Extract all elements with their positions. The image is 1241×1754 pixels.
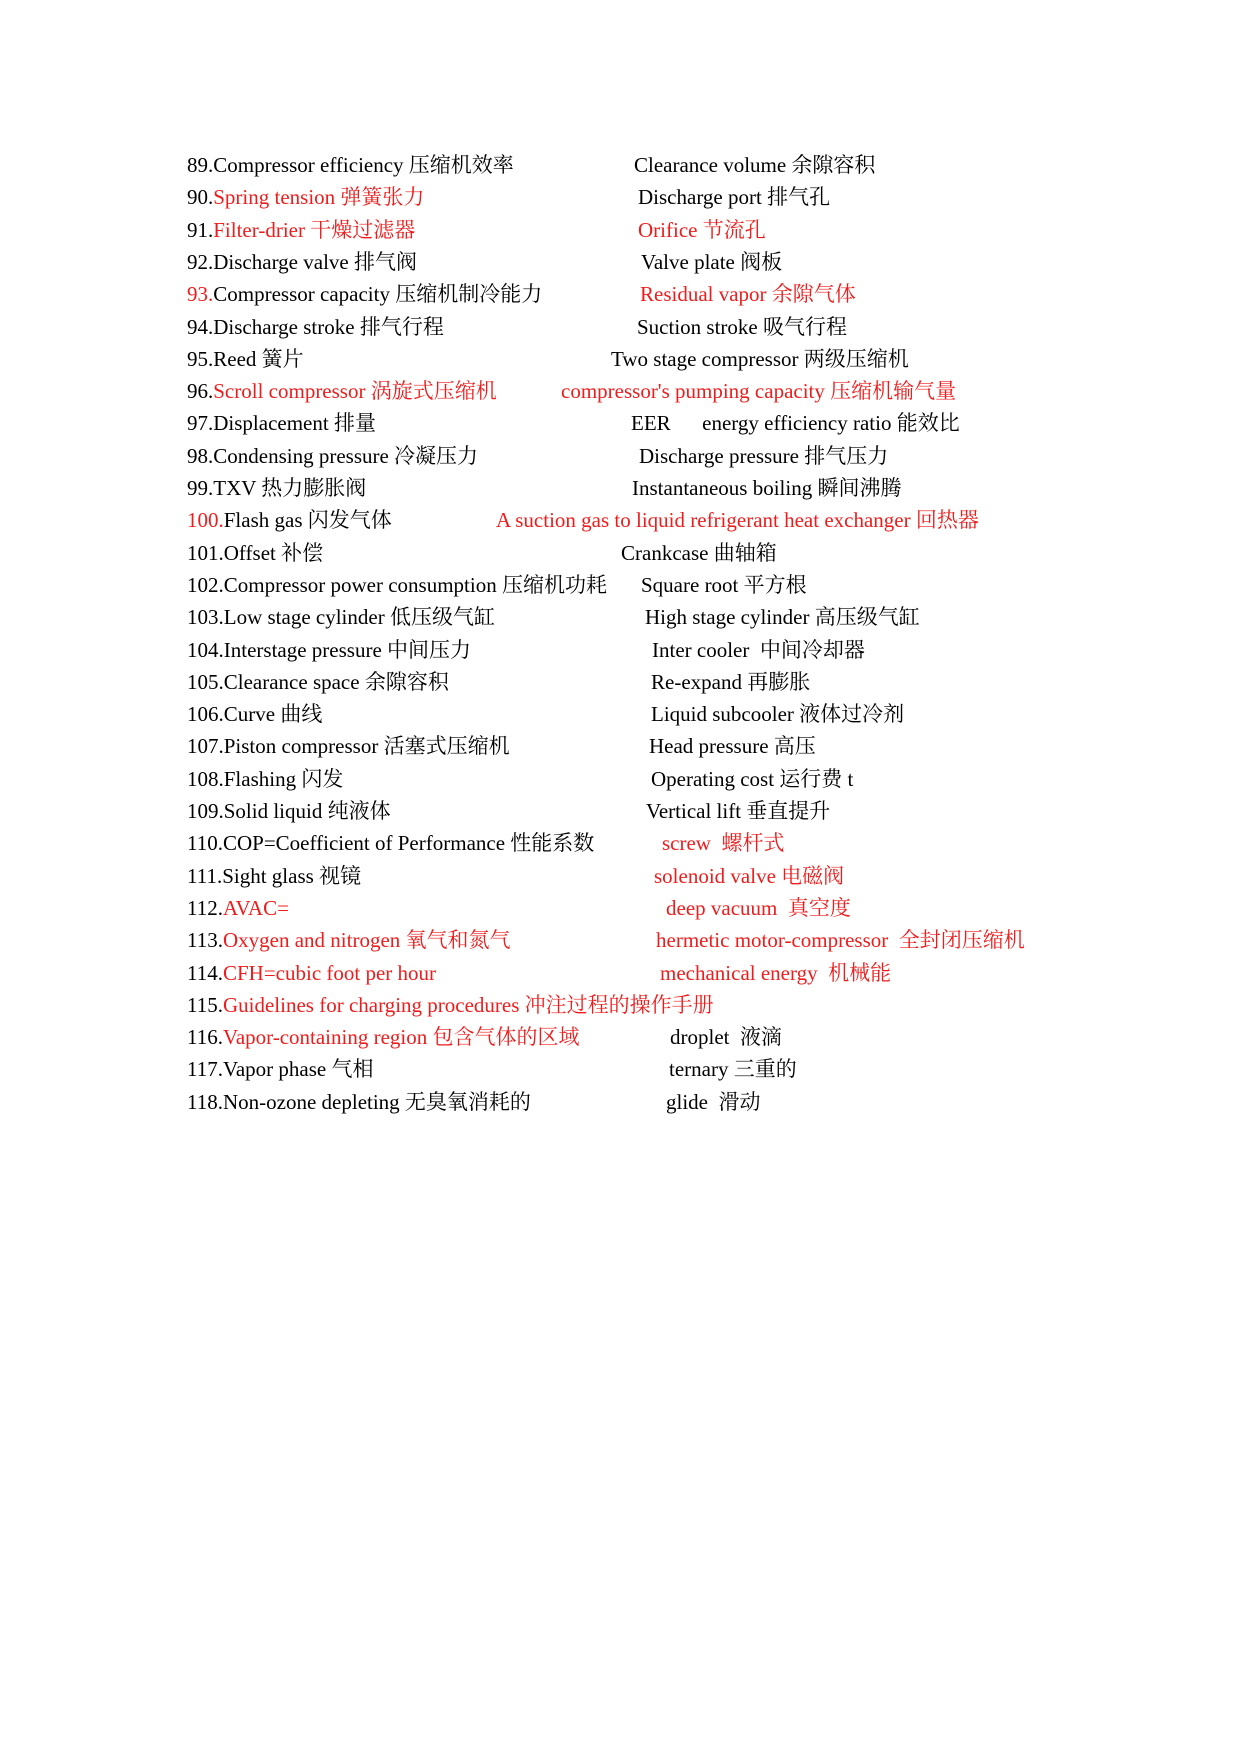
entry-number: 91.: [187, 217, 214, 242]
term-left-text: Compressor efficiency 压缩机效率: [213, 153, 514, 177]
term-left: [187, 569, 607, 602]
glossary-line: [0, 1053, 1241, 1086]
term-right: Liquid subcooler 液体过冷剂: [651, 702, 905, 727]
term-left: [187, 860, 361, 893]
term-left-text: CFH=cubic foot per hour: [222, 960, 437, 985]
glossary-line: [0, 472, 1241, 505]
term-left: [187, 214, 415, 247]
entry-number: 89.: [187, 153, 214, 177]
term-left: [187, 827, 594, 860]
term-left-text: Compressor power consumption 压缩机功耗: [223, 572, 607, 597]
term-left-text: Non-ozone depleting 无臭氧消耗的: [222, 1089, 531, 1114]
glossary-line: [0, 375, 1241, 408]
entry-number: 100.: [187, 508, 224, 533]
term-left: [187, 763, 343, 796]
term-left-text: TXV 热力膨胀阀: [213, 476, 367, 500]
term-left-text: Solid liquid 纯液体: [223, 799, 391, 823]
term-right: droplet 液滴: [670, 1025, 782, 1050]
entry-number: 107.: [187, 734, 224, 759]
term-right: Square root 平方根: [641, 572, 807, 597]
entry-number: 99.: [187, 476, 214, 500]
entry-number: 96.: [187, 379, 214, 404]
entry-number: 112.: [187, 895, 223, 920]
glossary-line: [0, 181, 1241, 214]
term-right: Clearance volume 余隙容积: [634, 153, 876, 177]
entry-number: 90.: [187, 185, 214, 210]
term-left-text: Discharge stroke 排气行程: [213, 314, 444, 339]
entry-number: 108.: [187, 766, 224, 791]
glossary-line: [0, 440, 1241, 473]
term-left: [187, 407, 376, 440]
term-right: Operating cost 运行费 t: [651, 766, 854, 791]
term-right: Discharge pressure 排气压力: [639, 443, 889, 468]
term-left-text: Vapor-containing region 包含气体的区域: [222, 1025, 580, 1050]
glossary-line: [0, 1021, 1241, 1054]
term-left-text: Flash gas 闪发气体: [223, 508, 392, 533]
entry-number: 93.: [187, 282, 214, 307]
glossary-line: [0, 666, 1241, 699]
term-left-text: Condensing pressure 冷凝压力: [213, 443, 479, 468]
term-left: [187, 730, 510, 763]
entry-number: 103.: [187, 605, 224, 630]
term-left-text: Low stage cylinder 低压级气缸: [223, 605, 495, 630]
entry-number: 92.: [187, 249, 214, 274]
term-left-text: Flashing 闪发: [223, 766, 344, 791]
term-right: glide 滑动: [666, 1089, 761, 1114]
term-left-text: COP=Coefficient of Performance 性能系数: [222, 831, 595, 856]
glossary-line: [0, 860, 1241, 893]
term-right: Inter cooler 中间冷却器: [652, 637, 865, 662]
term-left-text: Clearance space 余隙容积: [223, 669, 449, 694]
glossary-line: [0, 343, 1241, 376]
term-left: [187, 149, 514, 182]
entry-number: 98.: [187, 443, 214, 468]
term-left: [187, 278, 542, 311]
entry-number: 111.: [187, 863, 223, 888]
term-right: ternary 三重的: [669, 1057, 797, 1082]
glossary-line: [0, 407, 1241, 440]
term-right: Two stage compressor 两级压缩机: [611, 346, 909, 371]
term-right: High stage cylinder 高压级气缸: [645, 605, 920, 630]
entry-number: 116.: [187, 1025, 223, 1050]
term-left: [187, 795, 391, 828]
term-left: [187, 892, 289, 925]
term-left: [187, 957, 436, 990]
term-left: [187, 246, 417, 279]
entry-number: 118.: [187, 1089, 223, 1114]
term-left-text: Filter-drier 干燥过滤器: [213, 217, 416, 242]
term-right: Valve plate 阀板: [641, 249, 783, 274]
entry-number: 109.: [187, 799, 224, 823]
term-left: [187, 666, 449, 699]
glossary-line: [0, 569, 1241, 602]
term-right: Orifice 节流孔: [638, 217, 766, 242]
glossary-line: [0, 924, 1241, 957]
term-right: EER energy efficiency ratio 能效比: [631, 411, 960, 436]
term-left-text: Piston compressor 活塞式压缩机: [223, 734, 510, 759]
term-left-text: Sight glass 视镜: [222, 863, 362, 888]
term-left-text: Scroll compressor 涡旋式压缩机: [213, 379, 497, 404]
term-right: Discharge port 排气孔: [638, 185, 831, 210]
term-left: [187, 311, 444, 344]
entry-number: 113.: [187, 928, 223, 953]
term-left: [187, 601, 495, 634]
entry-number: 114.: [187, 960, 223, 985]
term-right: Vertical lift 垂直提升: [646, 799, 831, 823]
term-left: [187, 440, 478, 473]
glossary-line: [0, 149, 1241, 182]
term-right: Suction stroke 吸气行程: [637, 314, 847, 339]
glossary-line: [0, 246, 1241, 279]
entry-number: 104.: [187, 637, 224, 662]
term-left: [187, 504, 392, 537]
term-left-text: Offset 补偿: [223, 540, 324, 565]
glossary-line: [0, 311, 1241, 344]
entry-number: 97.: [187, 411, 214, 436]
glossary-line: [0, 698, 1241, 731]
entry-number: 95.: [187, 346, 214, 371]
term-left: [187, 989, 714, 1022]
term-right: Crankcase 曲轴箱: [621, 540, 777, 565]
term-left-text: Reed 簧片: [213, 346, 304, 371]
term-right: deep vacuum 真空度: [666, 895, 851, 920]
term-left-text: Displacement 排量: [213, 411, 376, 436]
glossary-line: [0, 537, 1241, 570]
term-left-text: AVAC=: [222, 895, 289, 920]
term-right: solenoid valve 电磁阀: [654, 863, 845, 888]
glossary-line: [0, 795, 1241, 828]
term-left-text: Interstage pressure 中间压力: [223, 637, 472, 662]
term-left: [187, 634, 471, 667]
term-left-text: Vapor phase 气相: [222, 1057, 374, 1082]
entry-number: 115.: [187, 992, 223, 1017]
term-left-text: Compressor capacity 压缩机制冷能力: [213, 282, 543, 307]
term-left-text: Curve 曲线: [223, 702, 323, 727]
term-left: [187, 343, 304, 376]
glossary-line: [0, 730, 1241, 763]
glossary-line: [0, 1086, 1241, 1119]
glossary-line: [0, 892, 1241, 925]
glossary-line: [0, 763, 1241, 796]
glossary-line: [0, 827, 1241, 860]
glossary-line: [0, 504, 1241, 537]
term-left-text: Spring tension 弹簧张力: [213, 185, 425, 210]
entry-number: 106.: [187, 702, 224, 727]
term-right: Re-expand 再膨胀: [651, 669, 811, 694]
term-right: Residual vapor 余隙气体: [640, 282, 856, 307]
glossary-line: [0, 957, 1241, 990]
entry-number: 117.: [187, 1057, 223, 1082]
term-right: Head pressure 高压: [649, 734, 816, 759]
term-left-text: Oxygen and nitrogen 氧气和氮气: [222, 928, 511, 953]
term-right: hermetic motor-compressor 全封闭压缩机: [656, 928, 1025, 953]
term-left: [187, 698, 322, 731]
term-right: A suction gas to liquid refrigerant heat exchanger 回热器: [496, 508, 979, 533]
glossary-line: [0, 989, 1241, 1022]
term-left-text: Guidelines for charging procedures 冲注过程的操作手册: [222, 992, 714, 1017]
entry-number: 101.: [187, 540, 224, 565]
entry-number: 102.: [187, 572, 224, 597]
term-left: [187, 472, 366, 505]
entry-number: 110.: [187, 831, 223, 856]
term-right: mechanical energy 机械能: [660, 960, 892, 985]
term-left-text: Discharge valve 排气阀: [213, 249, 417, 274]
term-left: [187, 1086, 531, 1119]
glossary-line: [0, 601, 1241, 634]
term-right: screw 螺杆式: [662, 831, 785, 856]
entry-number: 94.: [187, 314, 214, 339]
entry-number: 105.: [187, 669, 224, 694]
term-left: [187, 181, 424, 214]
glossary-line: [0, 214, 1241, 247]
glossary-line: [0, 634, 1241, 667]
term-left: [187, 375, 497, 408]
term-left: [187, 1053, 373, 1086]
term-right: Instantaneous boiling 瞬间沸腾: [632, 476, 902, 500]
term-left: [187, 537, 323, 570]
term-right: compressor's pumping capacity 压缩机输气量: [561, 379, 957, 404]
glossary-line: [0, 278, 1241, 311]
term-left: [187, 924, 511, 957]
term-left: [187, 1021, 580, 1054]
